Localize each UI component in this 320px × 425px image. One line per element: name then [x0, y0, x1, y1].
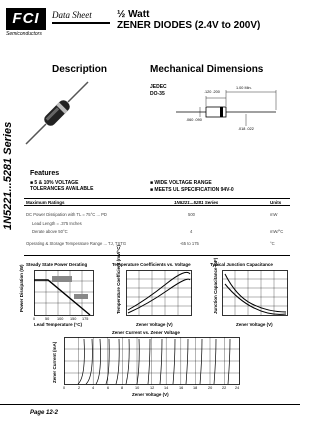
zener-xtick: 2	[78, 386, 81, 390]
mechanical-heading: Mechanical Dimensions	[150, 64, 264, 75]
title-line1: ½ Watt	[117, 9, 150, 20]
tempco-ylabel: Temperature Coefficient (mV/°C)	[116, 245, 121, 314]
row-value: 4	[190, 229, 193, 234]
diode-illustration	[22, 80, 92, 150]
dim-lead: 1.00 Min.	[236, 86, 252, 90]
table-row	[24, 211, 290, 219]
capacitance-title: Typical Junction Capacitance	[210, 262, 273, 267]
dim-diameter: .060 .090	[186, 118, 202, 122]
derating-chart	[34, 270, 94, 316]
row-param: Lead Length = .375 Inches	[32, 221, 82, 226]
tempco-xlabel: Zener Voltage (V)	[136, 322, 173, 327]
zener-xtick: 24	[235, 386, 240, 390]
series-label	[2, 90, 16, 230]
package-code: DO-35	[150, 91, 165, 97]
feature-item: ■ 5 & 10% VOLTAGE TOLERANCES AVAILABLE	[30, 180, 94, 192]
zener-xtick: 4	[92, 386, 95, 390]
table-row	[24, 228, 290, 236]
row-param: Derate above 50°C	[32, 229, 68, 234]
zener-xtick: 8	[121, 386, 124, 390]
capacitance-ylabel: Junction Capacitance (pF)	[213, 257, 218, 314]
derating-xtick: 100	[57, 317, 64, 321]
logo-mark: FCI	[6, 8, 46, 30]
zener-iv-ylabel: Zener Current (mA)	[52, 341, 57, 383]
derating-xtick: 150	[70, 317, 77, 321]
logo-subtitle: Semiconductors	[6, 31, 42, 37]
title-line2: ZENER DIODES (2.4V to 200V)	[117, 20, 261, 31]
derating-xtick: 0	[33, 317, 36, 321]
fci-logo	[6, 8, 48, 42]
dimension-drawing	[176, 82, 286, 142]
col-series: 1N5221...5281 Series	[174, 200, 219, 205]
ratings-table	[24, 198, 290, 256]
derating-xlabel: Lead Temperature (°C)	[34, 322, 82, 327]
table-header	[24, 199, 290, 206]
features-heading: Features	[30, 170, 60, 177]
zener-xtick: 22	[222, 386, 227, 390]
jedec-label: JEDEC	[150, 84, 167, 90]
zener-xtick: 6	[107, 386, 110, 390]
dim-body: .120 .200	[204, 90, 220, 94]
zener-xtick: 10	[135, 386, 140, 390]
col-param: Maximum Ratings	[26, 200, 65, 205]
zener-xtick: 16	[179, 386, 184, 390]
row-param: Operating & Storage Temperature Range ... TJ, TSTG	[26, 241, 127, 246]
tempco-title: Temperature Coefficients vs. Voltage	[112, 262, 191, 267]
footer-rule	[0, 404, 300, 405]
feature-item: ■ WIDE VOLTAGE RANGE	[150, 180, 212, 186]
zener-xtick: 14	[164, 386, 169, 390]
zener-iv-xlabel: Zener Voltage (V)	[132, 392, 169, 397]
row-param: DC Power Dissipation with TL = 75°C ... PD	[26, 212, 107, 217]
dim-wire: .018 .022	[238, 127, 254, 131]
zener-iv-chart	[64, 337, 240, 385]
capacitance-chart	[222, 270, 288, 316]
derating-ylabel: Power Dissipation (W)	[19, 264, 24, 312]
col-units: Units	[270, 200, 282, 205]
derating-xtick: 50	[45, 317, 50, 321]
capacitance-xlabel: Zener Voltage (V)	[236, 322, 273, 327]
page-number: Page 12-2	[30, 410, 59, 416]
doc-type: Data Sheet	[52, 10, 92, 20]
derating-xtick: 175	[82, 317, 89, 321]
row-unit: mW/°C	[270, 229, 284, 234]
series-text: 1N5221...5281 Series	[2, 121, 14, 230]
description-heading: Description	[52, 64, 108, 75]
zener-xtick: 20	[208, 386, 213, 390]
row-value: -65 to 175	[180, 241, 199, 246]
table-row	[24, 240, 290, 248]
header-rule	[52, 22, 110, 24]
zener-xtick: 0	[63, 386, 66, 390]
derating-title: Steady State Power Derating	[26, 262, 88, 267]
table-row	[24, 220, 290, 228]
row-value: 500	[188, 212, 195, 217]
zener-iv-title: Zener Current vs. Zener Voltage	[112, 330, 180, 335]
zener-xtick: 18	[193, 386, 198, 390]
row-unit: °C	[270, 241, 275, 246]
tempco-chart	[126, 270, 192, 316]
zener-xtick: 12	[150, 386, 155, 390]
row-unit: mW	[270, 212, 278, 217]
feature-item: ■ MEETS UL SPECIFICATION 94V-0	[150, 187, 234, 193]
